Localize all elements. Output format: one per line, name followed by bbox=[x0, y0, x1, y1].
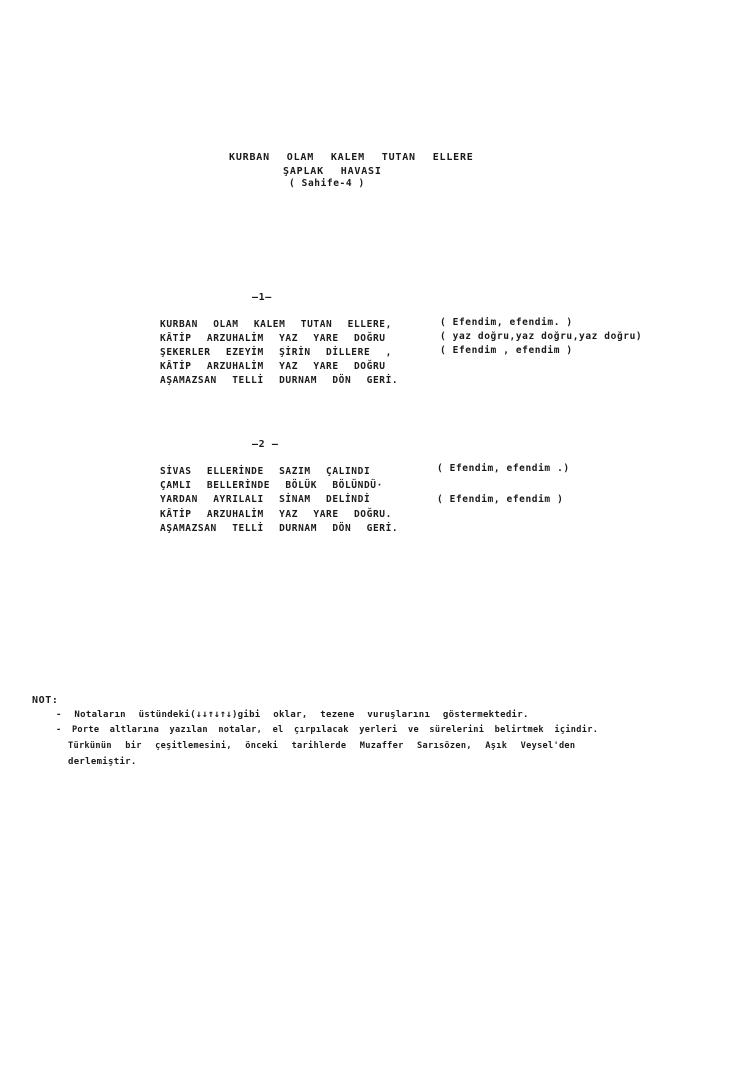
note-line: - Porte altlarına yazılan notalar, el çırpılacak yerleri ve sürelerini belirtmek içindir. bbox=[56, 725, 599, 735]
verse-1-line: KÂTİP ARZUHALİM YAZ YARE DOĞRU bbox=[160, 361, 386, 372]
verse-1-refrain: ( Efendim , efendim ) bbox=[440, 345, 573, 356]
verse-2-refrain: ( Efendim, efendim ) bbox=[437, 494, 564, 505]
verse-1-line: AŞAMAZSAN TELLİ DURNAM DÖN GERİ. bbox=[160, 375, 399, 386]
note-text: )gibi oklar, tezene vuruşlarını göstermektedir. bbox=[231, 710, 529, 720]
verse-2-line: YARDAN AYRILALI SİNAM DELİNDİ bbox=[160, 494, 371, 505]
verse-1-refrain: ( yaz doğru,yaz doğru,yaz doğru) bbox=[440, 331, 643, 342]
verse-1-line: ŞEKERLER EZEYİM ŞİRİN DİLLERE , bbox=[160, 347, 392, 358]
verse-2-line: SİVAS ELLERİNDE SAZIM ÇALINDI bbox=[160, 466, 371, 477]
note-line bbox=[56, 709, 529, 720]
verse-1-number: —1— bbox=[252, 292, 272, 303]
verse-1-line: KÂTİP ARZUHALİM YAZ YARE DOĞRU bbox=[160, 333, 386, 344]
verse-1-line: KURBAN OLAM KALEM TUTAN ELLERE, bbox=[160, 319, 392, 330]
verse-2-refrain: ( Efendim, efendim .) bbox=[437, 463, 570, 474]
verse-2-line: KÂTİP ARZUHALİM YAZ YARE DOĞRU. bbox=[160, 509, 392, 520]
page-number: ( Sahife-4 ) bbox=[289, 178, 365, 189]
note-line: derlemiştir. bbox=[68, 757, 137, 767]
verse-1-refrain: ( Efendim, efendim. ) bbox=[440, 317, 573, 328]
strum-arrows-icon: ↓↓↑↓↑↓ bbox=[195, 709, 232, 720]
verse-2-line: ÇAMLI BELLERİNDE BÖLÜK BÖLÜNDÜ· bbox=[160, 480, 383, 491]
page-title: KURBAN OLAM KALEM TUTAN ELLERE bbox=[229, 152, 474, 163]
note-line: Türkünün bir çeşitlemesini, önceki tarihlerde Muzaffer Sarısözen, Aşık Veysel'den bbox=[68, 741, 576, 751]
note-text: - Notaların üstündeki( bbox=[56, 710, 196, 720]
verse-2-line: AŞAMAZSAN TELLİ DURNAM DÖN GERİ. bbox=[160, 523, 399, 534]
page-subtitle: ŞAPLAK HAVASI bbox=[283, 166, 382, 177]
notes-label: NOT: bbox=[32, 695, 59, 706]
verse-2-number: —2 — bbox=[252, 439, 279, 450]
